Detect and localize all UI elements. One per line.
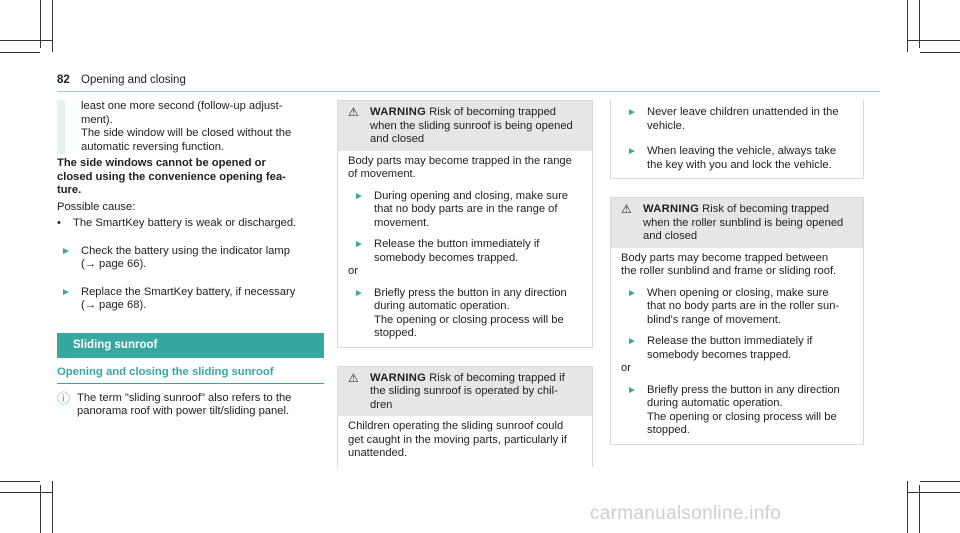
column-1 — [57, 100, 324, 419]
warning-triangle-icon: ⚠ — [348, 370, 359, 385]
arrow-right-icon: ► — [61, 245, 71, 257]
text-line: somebody becomes trapped. — [647, 348, 792, 361]
warning-triangle-icon: ⚠ — [348, 105, 359, 119]
warning-label: WARNING — [370, 371, 427, 384]
text-line: Release the button immediately if — [647, 335, 813, 347]
text-line: The term "sliding sunroof" also refers to the — [77, 391, 292, 404]
arrow-right-icon: ► — [354, 287, 364, 299]
watermark: carmanualsonline.info — [590, 503, 782, 524]
crop-mark — [920, 481, 960, 482]
crop-mark — [920, 52, 960, 53]
page-link[interactable]: (→ page 68). — [81, 299, 147, 311]
or-label: or — [621, 362, 631, 374]
arrow-right-icon: ► — [354, 239, 364, 250]
text-line: When leaving the vehicle, always take — [647, 145, 837, 157]
text-line: The opening or closing process will be — [374, 313, 564, 326]
issue-heading — [57, 157, 324, 198]
instruction-step — [621, 335, 855, 362]
text-line: The opening or closing process will be — [647, 410, 837, 423]
page-link[interactable]: (→ page 66). — [81, 258, 147, 270]
crop-mark — [907, 481, 908, 533]
text-line: that no body parts are in the roller sun- — [647, 300, 840, 312]
crop-mark — [907, 40, 960, 41]
text-line: Body parts may become trapped in the range — [348, 154, 572, 167]
text-line: the key with you and lock the vehicle. — [647, 158, 832, 171]
warning-triangle-icon: ⚠ — [621, 202, 632, 216]
instruction-step — [621, 106, 855, 133]
text-line: During opening and closing, make sure — [374, 189, 569, 202]
text-line: stopped. — [647, 424, 690, 436]
continued-text-block — [57, 100, 324, 154]
text-line: the sliding sunroof is operated by chil- — [370, 385, 558, 397]
text-line: get caught in the moving parts, particularly if — [348, 433, 567, 446]
warning-label: WARNING — [370, 106, 427, 118]
crop-mark — [52, 0, 53, 52]
warning-header — [338, 367, 592, 417]
instruction-step — [348, 190, 584, 231]
arrow-right-icon: ► — [627, 384, 637, 396]
instruction-step — [57, 245, 324, 272]
arrow-right-icon: ► — [61, 286, 71, 298]
text-line: Briefly press the button in any direction — [647, 383, 840, 396]
crop-mark — [0, 40, 52, 41]
crop-mark — [0, 492, 52, 493]
list-item-text: The SmartKey battery is weak or discharged. — [73, 217, 297, 229]
text-line: The side windows cannot be opened or — [57, 157, 266, 169]
warning-body — [338, 151, 592, 347]
text-line: movement. — [374, 216, 430, 229]
text-line: dren — [370, 398, 393, 411]
instruction-step — [57, 286, 324, 313]
text-line: Body parts may become trapped between — [621, 251, 829, 264]
text-line: that no body parts are in the range of — [374, 203, 558, 215]
text-line: when the roller sunblind is being opened — [643, 216, 844, 229]
text-line: Risk of becoming trapped — [702, 203, 830, 215]
subheading: Opening and closing the sliding sunroof — [57, 366, 324, 384]
instruction-step — [621, 287, 855, 328]
note — [57, 392, 324, 419]
text-line: Briefly press the button in any direction — [374, 286, 567, 299]
page-number: 82 — [57, 74, 70, 86]
arrow-right-icon: ► — [627, 287, 637, 299]
text-line: the roller sunblind and frame or sliding roof. — [621, 265, 837, 277]
crop-mark — [0, 52, 40, 53]
or-label: or — [348, 265, 358, 277]
warning-label: WARNING — [643, 203, 700, 215]
instruction-step — [621, 145, 855, 172]
text-line: least one more second (follow-up adjust- — [81, 100, 283, 112]
text-line: during automatic operation. — [647, 397, 783, 409]
text-line: somebody becomes trapped. — [374, 251, 519, 264]
header-divider — [57, 91, 880, 92]
text-line: unattended. — [348, 447, 408, 459]
crop-mark — [907, 0, 908, 52]
instruction-step — [621, 384, 855, 438]
arrow-right-icon: ► — [627, 336, 637, 347]
bullet-dot-icon: • — [57, 217, 61, 229]
text-line: and closed — [643, 230, 698, 242]
list-item — [57, 217, 324, 231]
text-line: stopped. — [374, 327, 417, 339]
text-line: of movement. — [348, 168, 416, 180]
arrow-right-icon: ► — [354, 190, 364, 202]
arrow-right-icon: ► — [627, 107, 637, 118]
text-line: Risk of becoming trapped — [429, 106, 557, 118]
section-title: Opening and closing — [81, 74, 186, 86]
column-3 — [610, 100, 864, 445]
text-line: panorama roof with power tilt/sliding panel. — [77, 405, 290, 417]
warning-body — [611, 100, 863, 178]
page-header — [57, 74, 186, 86]
info-icon: ⓘ — [57, 390, 71, 406]
text-line: Replace the SmartKey battery, if necessary — [81, 285, 296, 298]
warning-header — [611, 198, 863, 248]
warning-header — [338, 101, 592, 151]
text-line: Release the button immediately if — [374, 238, 540, 250]
instruction-step — [348, 287, 584, 341]
text-line: during automatic operation. — [374, 300, 510, 312]
possible-cause-label: Possible cause: — [57, 200, 136, 213]
warning-box — [337, 366, 593, 467]
column-2 — [337, 100, 593, 467]
text-line: Check the battery using the indicator lamp — [81, 244, 290, 257]
instruction-step — [348, 238, 584, 265]
text-line: Risk of becoming trapped if — [429, 371, 565, 384]
text-line: when the sliding sunroof is being opened — [370, 119, 573, 132]
text-line: and closed — [370, 133, 425, 145]
text-line: blind's range of movement. — [647, 313, 781, 326]
warning-box — [337, 100, 593, 348]
arrow-right-icon: ► — [627, 146, 637, 157]
crop-mark — [0, 481, 40, 482]
text-line: automatic reversing function. — [81, 140, 225, 153]
crop-mark — [907, 492, 960, 493]
text-line: Never leave children unattended in the — [647, 106, 839, 118]
text-line: ment). — [81, 113, 113, 126]
text-line: Children operating the sliding sunroof could — [348, 420, 564, 432]
text-line: The side window will be closed without the — [81, 127, 292, 139]
warning-box — [610, 197, 864, 445]
text-line: ture. — [57, 184, 82, 196]
warning-body — [611, 248, 863, 444]
crop-mark — [52, 481, 53, 533]
text-line: vehicle. — [647, 119, 685, 132]
text-line: closed using the convenience opening fea- — [57, 170, 286, 183]
text-line: When opening or closing, make sure — [647, 286, 829, 299]
warning-box-continued — [610, 100, 864, 179]
warning-body — [338, 416, 592, 467]
section-heading: Sliding sunroof — [57, 333, 324, 359]
